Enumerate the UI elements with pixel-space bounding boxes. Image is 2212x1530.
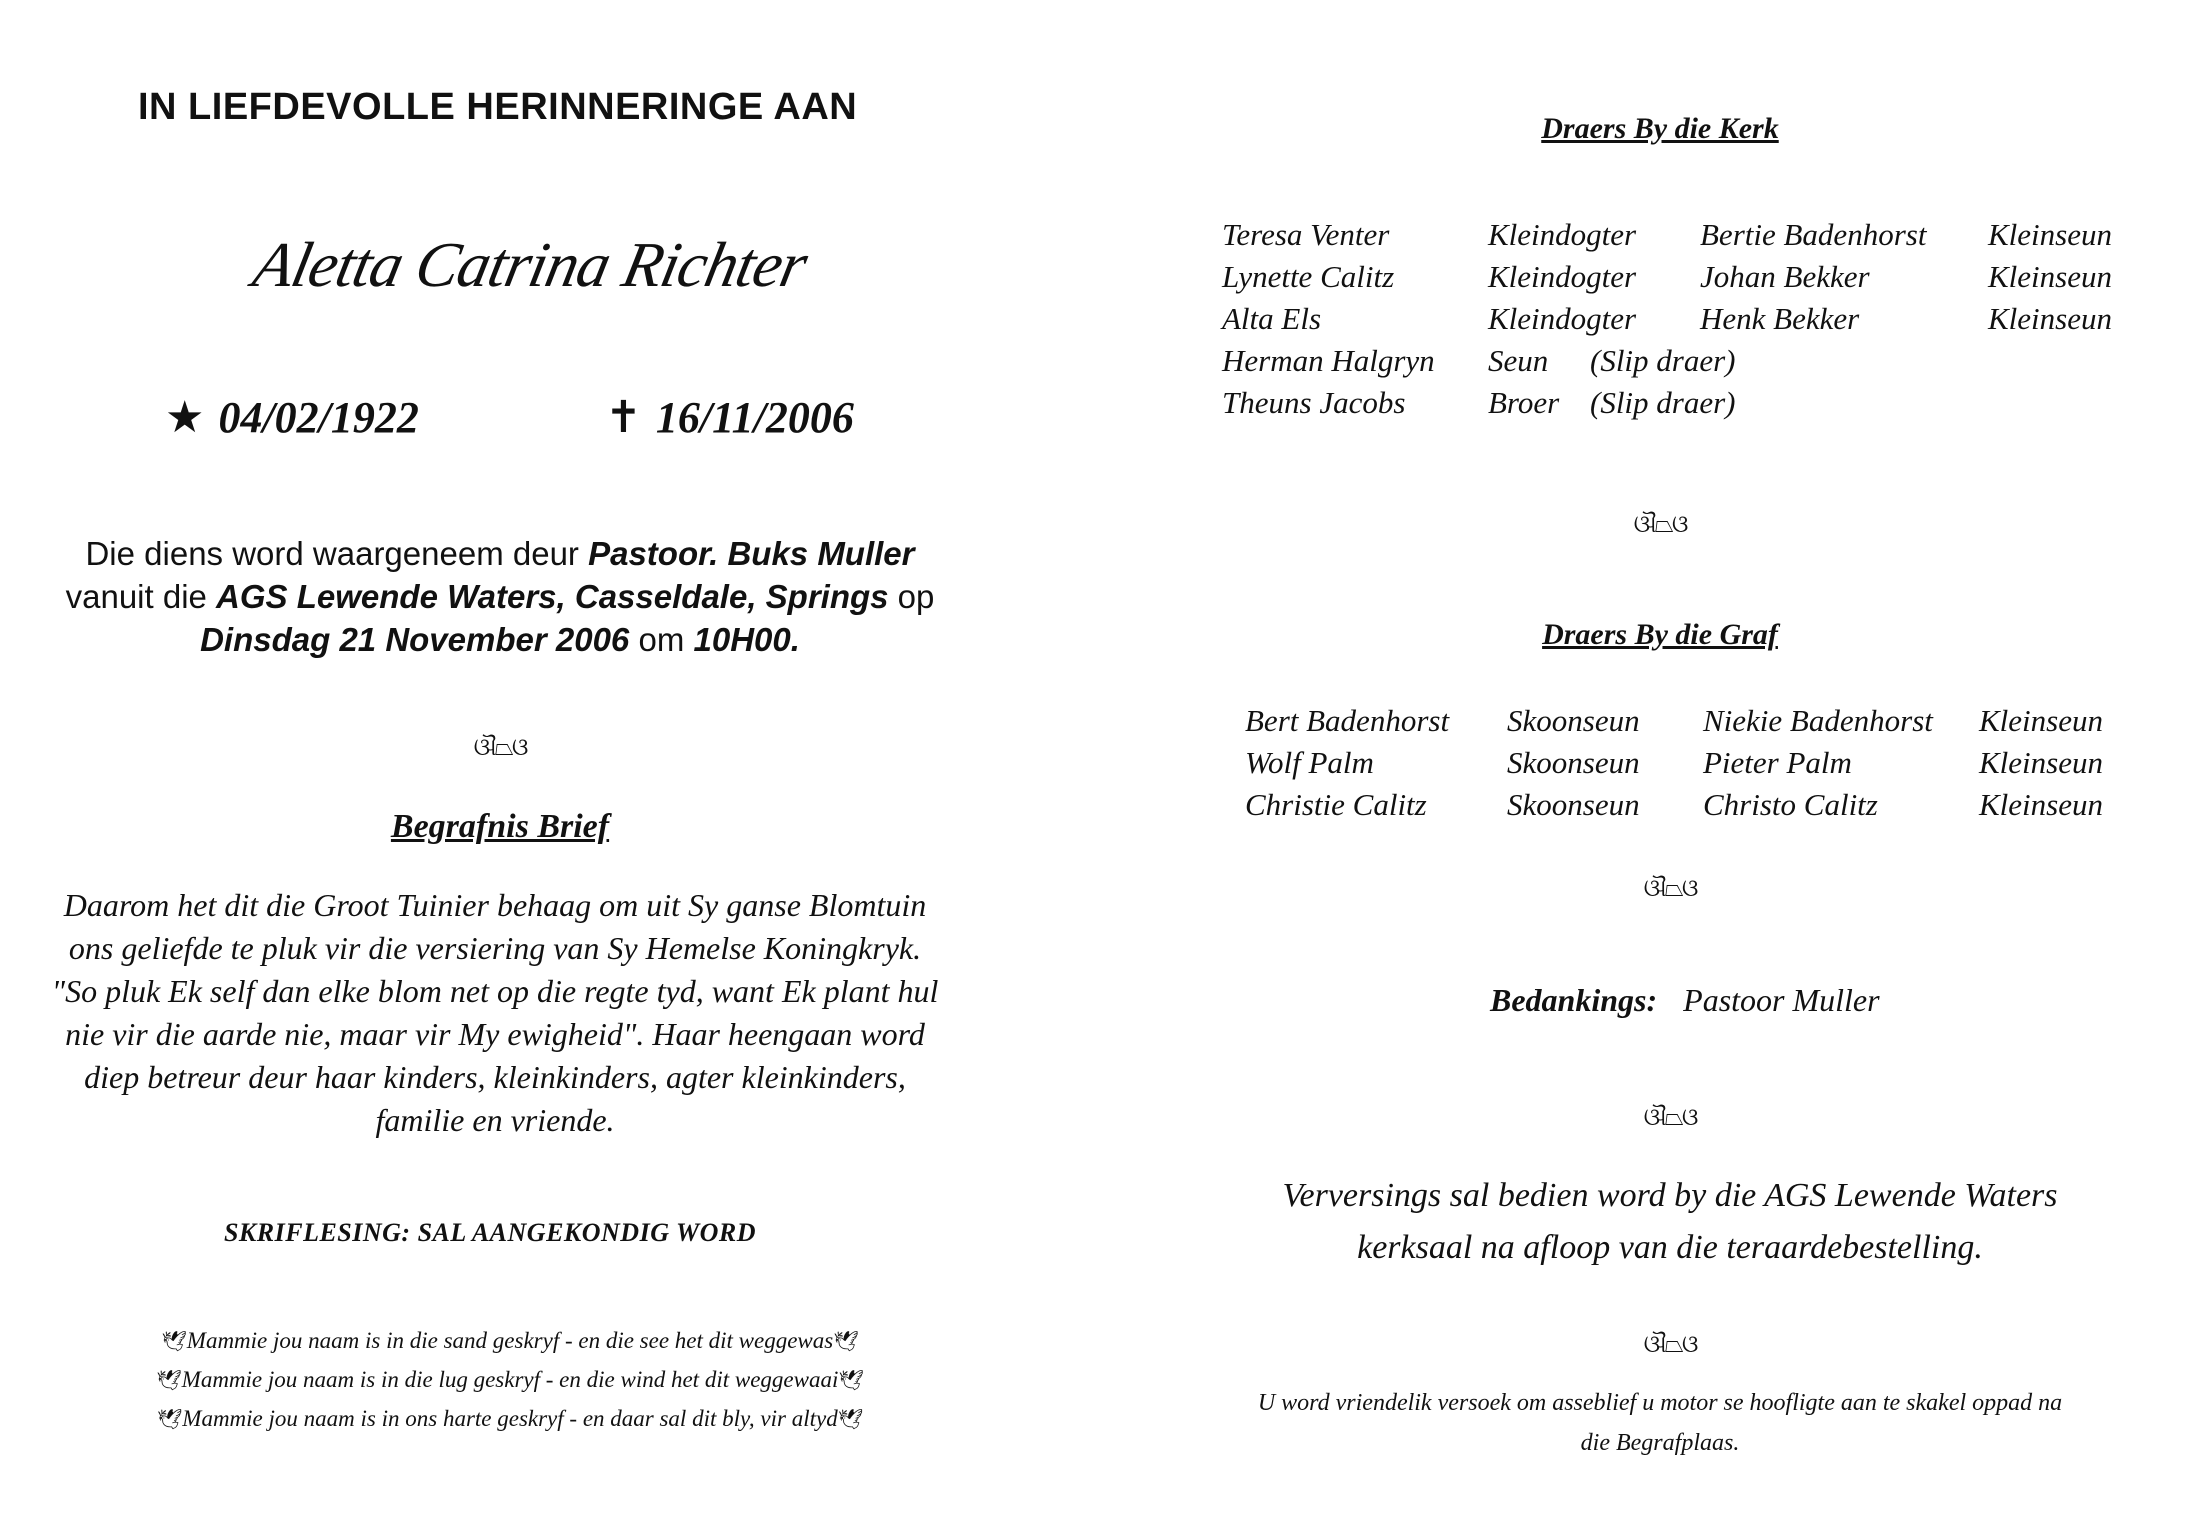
poem-text: Mammie jou naam is in ons harte geskryf - en daar sal dit bly, vir altyd: [182, 1406, 838, 1431]
bearer-relation: Skoonseun: [1507, 745, 1640, 780]
letter-line: diep betreur deur haar kinders, kleinkinders, agter kleinkinders,: [84, 1059, 906, 1095]
birth-date-row: [165, 392, 419, 443]
service-text: Die diens word waargeneem deur: [85, 535, 589, 572]
bearer-name: Pieter Palm: [1703, 745, 1852, 780]
table-row: [1222, 298, 2112, 340]
bearer-relation: Skoonseun: [1507, 703, 1640, 738]
service-text: om: [629, 621, 694, 658]
thanks-line: [1490, 982, 1880, 1019]
cross-icon: ✝: [605, 393, 642, 442]
bearer-relation: Kleinseun: [1979, 787, 2103, 822]
ornament-divider: ଔ⏢ଓ: [1643, 1105, 1697, 1131]
bearer-name: Niekie Badenhorst: [1703, 703, 1933, 738]
bearer-relation: Broer: [1488, 385, 1560, 420]
service-line-2: [40, 575, 960, 618]
bearer-name: Alta Els: [1222, 301, 1322, 336]
service-time: 10H00.: [693, 621, 800, 658]
service-text: op: [888, 578, 935, 615]
dove-icon: 🕊: [156, 1409, 183, 1431]
service-date: Dinsdag 21 November 2006: [200, 621, 630, 658]
service-line-3: [40, 618, 960, 661]
bearer-relation: Kleinseun: [1988, 259, 2112, 294]
refreshments-line: Verversings sal bedien word by die AGS Lewende Waters: [1282, 1177, 2058, 1214]
bearer-name: Teresa Venter: [1222, 217, 1390, 252]
bearer-name: Johan Bekker: [1700, 259, 1870, 294]
pastor-name: Pastoor. Buks Muller: [588, 535, 915, 572]
bearer-relation: Kleinseun: [1988, 217, 2112, 252]
letter-line: nie vir die aarde nie, maar vir My ewigheid". Haar heengaan word: [65, 1016, 925, 1052]
star-icon: ★: [165, 393, 205, 442]
bearer-relation: Kleindogter: [1488, 217, 1637, 252]
table-row: [1245, 742, 2103, 784]
table-row: [1245, 784, 2103, 826]
memorial-heading: IN LIEFDEVOLLE HERINNERINGE AAN: [138, 86, 858, 128]
service-text: vanuit die: [65, 578, 217, 615]
poem-text: Mammie jou naam is in die lug geskryf - en die wind het dit weggewaai: [181, 1367, 839, 1392]
dove-icon: 🕊: [838, 1370, 864, 1392]
bearer-name: Theuns Jacobs: [1222, 385, 1406, 420]
refreshments-notice: [1190, 1170, 2150, 1274]
church-bearers-table: [1222, 214, 2112, 340]
death-date-row: [605, 392, 854, 443]
dove-icon: 🕊: [161, 1331, 187, 1353]
church-slip-bearers-table: [1222, 340, 1736, 424]
service-details: [40, 532, 960, 661]
bearer-name: Wolf Palm: [1245, 745, 1374, 780]
table-row: [1222, 256, 2112, 298]
dove-icon: 🕊: [156, 1370, 182, 1392]
bearer-relation: Kleinseun: [1988, 301, 2112, 336]
church-location: AGS Lewende Waters, Casseldale, Springs: [216, 578, 889, 615]
ornament-divider: ଔ⏢ଓ: [1643, 1332, 1697, 1358]
bearer-role: (Slip draer): [1590, 343, 1736, 378]
bearer-relation: Kleinseun: [1979, 745, 2103, 780]
dove-icon: 🕊: [837, 1409, 864, 1431]
ornament-divider: ଔ⏢ଓ: [1643, 876, 1697, 902]
table-row: [1245, 700, 2103, 742]
ornament-divider: ଔ⏢ଓ: [473, 735, 527, 761]
bearer-name: Bertie Badenhorst: [1700, 217, 1927, 252]
headlights-line: die Begrafplaas.: [1580, 1430, 1740, 1456]
letter-line: Daarom het dit die Groot Tuinier behaag om uit Sy ganse Blomtuin: [63, 887, 927, 923]
bearer-relation: Seun: [1488, 343, 1549, 378]
headlights-line: U word vriendelik versoek om asseblief u motor se hoofligte aan te skakel oppad na: [1257, 1390, 2063, 1416]
birth-date: 04/02/1922: [218, 393, 419, 442]
poem-line: [40, 1400, 980, 1439]
bearer-name: Lynette Calitz: [1222, 259, 1395, 294]
table-row: [1222, 382, 1736, 424]
headlights-notice: [1180, 1383, 2140, 1463]
death-date: 16/11/2006: [655, 393, 854, 442]
deceased-name: Aletta Catrina Richter: [247, 229, 814, 300]
grave-bearers-title: Draers By die Graf: [1542, 618, 1778, 651]
letter-line: ons geliefde te pluk vir die versiering van Sy Hemelse Koningkryk.: [68, 930, 922, 966]
scripture-reading: SKRIFLESING: SAL AANGEKONDIG WORD: [223, 1218, 757, 1247]
poem-line: [40, 1361, 980, 1400]
bearer-name: Henk Bekker: [1700, 301, 1860, 336]
letter-line: "So pluk Ek self dan elke blom net op die regte tyd, want Ek plant hul: [51, 973, 939, 1009]
ornament-divider: ଔ⏢ଓ: [1633, 512, 1687, 538]
poem-line: [40, 1322, 980, 1361]
thanks-label: Bedankings:: [1490, 982, 1658, 1018]
letter-line: familie en vriende.: [375, 1102, 615, 1138]
bearer-relation: Kleindogter: [1488, 301, 1637, 336]
table-row: [1222, 340, 1736, 382]
bearer-name: Christie Calitz: [1245, 787, 1427, 822]
bearer-role: (Slip draer): [1590, 385, 1736, 420]
poem: [40, 1322, 980, 1439]
bearer-name: Herman Halgryn: [1222, 343, 1435, 378]
funeral-letter: [20, 884, 970, 1142]
poem-text: Mammie jou naam is in die sand geskryf - en die see het dit weggewas: [186, 1328, 834, 1353]
bearer-name: Bert Badenhorst: [1245, 703, 1450, 738]
refreshments-line: kerksaal na afloop van die teraardebestelling.: [1357, 1229, 1983, 1266]
bearer-name: Christo Calitz: [1703, 787, 1878, 822]
dove-icon: 🕊: [833, 1331, 859, 1353]
church-bearers-title: Draers By die Kerk: [1541, 112, 1779, 145]
thanks-value: Pastoor Muller: [1683, 982, 1880, 1018]
table-row: [1222, 214, 2112, 256]
service-line-1: [40, 532, 960, 575]
bearer-relation: Kleinseun: [1979, 703, 2103, 738]
bearer-relation: Kleindogter: [1488, 259, 1637, 294]
grave-bearers-table: [1245, 700, 2103, 826]
letter-title: Begrafnis Brief: [390, 808, 610, 845]
bearer-relation: Skoonseun: [1507, 787, 1640, 822]
